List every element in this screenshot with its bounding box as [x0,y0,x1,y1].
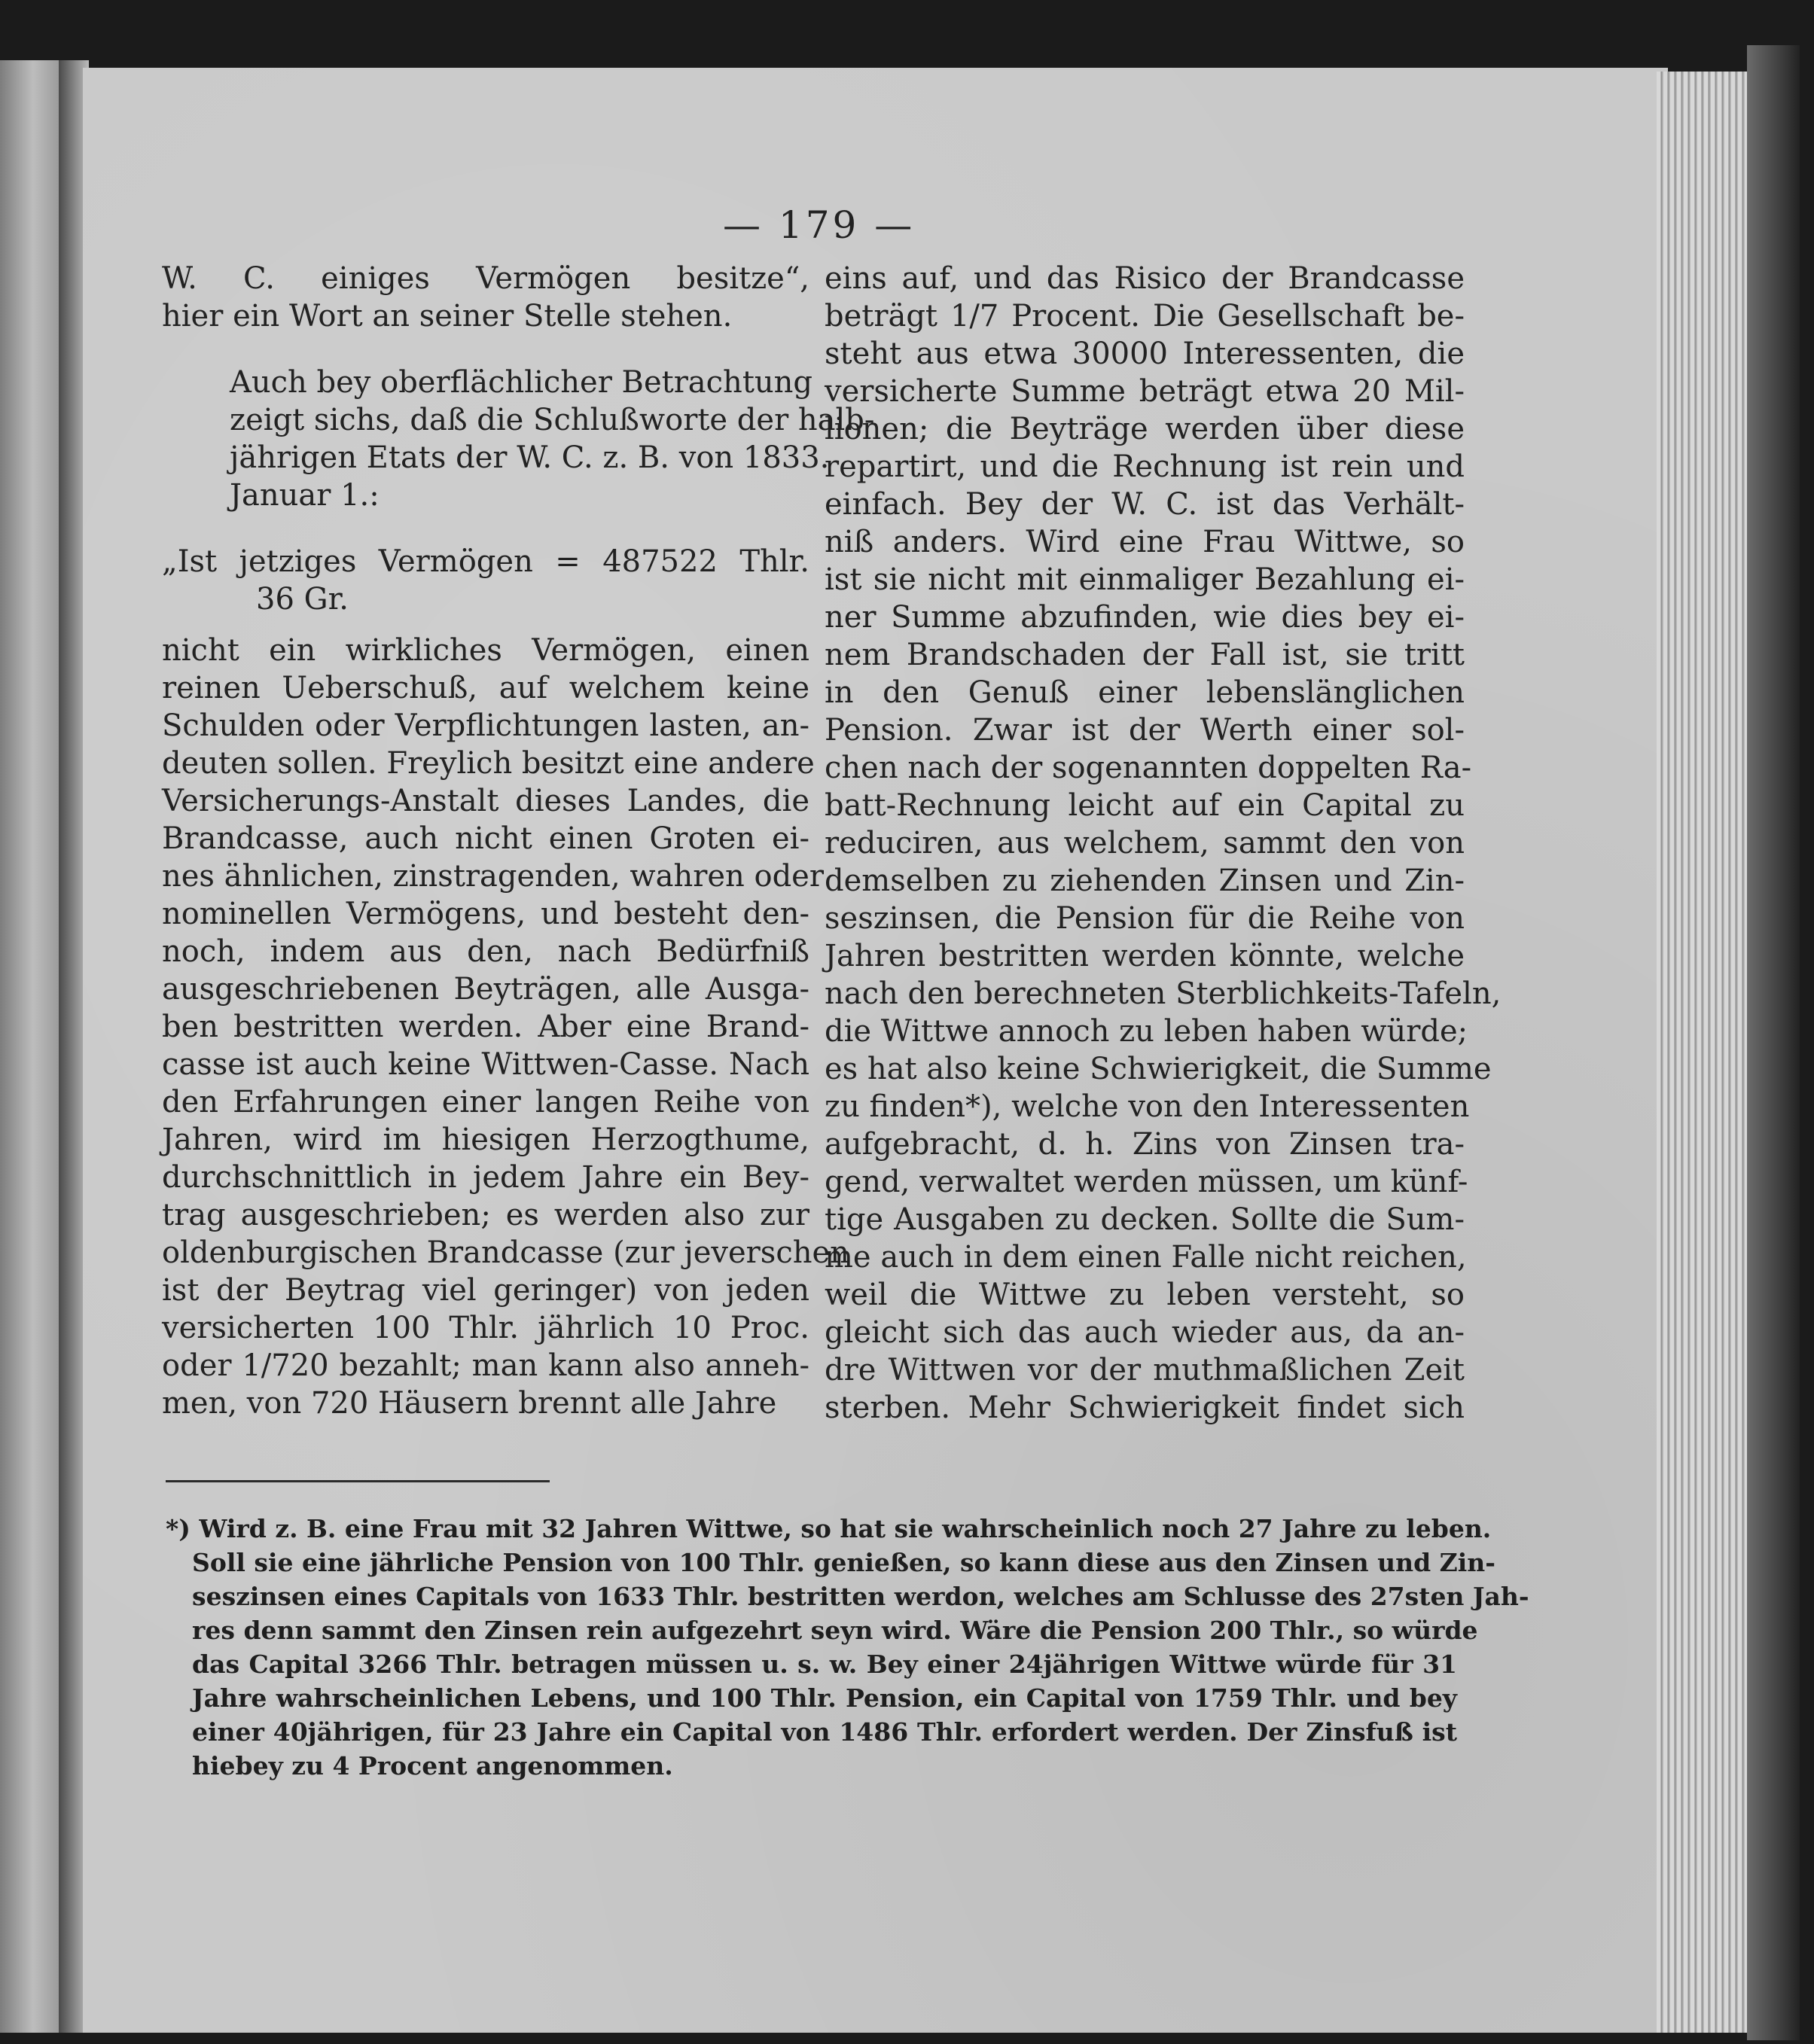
text-line: Pension. Zwar ist der Werth einer sol- [825,713,1465,748]
text-line: gleicht sich das auch wieder aus, da an- [825,1315,1465,1350]
footnote-separator [166,1480,550,1482]
text-line: versicherte Summe beträgt etwa 20 Mil- [825,374,1465,409]
page-stack-edges [1657,72,1755,2033]
text-line: sterben. Mehr Schwierigkeit findet sich [825,1391,1465,1425]
right-text-column [825,260,1502,1427]
text-line: hier ein Wort an seiner Stelle stehen. [162,299,733,334]
text-line: *) Wird z. B. eine Frau mit 32 Jahren Wittwe, so hat sie wahrscheinlich noch 27 Jahre zu leben. [166,1514,1492,1543]
text-line: reduciren, aus welchem, sammt den von [825,826,1465,861]
text-line: Jahre wahrscheinlichen Lebens, und 100 Thlr. Pension, ein Capital von 1759 Thlr. und bey [192,1683,1457,1713]
text-line: ist sie nicht mit einmaliger Bezahlung ei- [825,562,1465,597]
text-line: ist der Beytrag viel geringer) von jeden [162,1273,809,1308]
text-line: trag ausgeschrieben; es werden also zur [162,1198,809,1232]
text-line: oder 1/720 bezahlt; man kann also anneh- [162,1348,809,1383]
text-line: es hat also keine Schwierigkeit, die Summe [825,1052,1492,1086]
text-line: nicht ein wirkliches Vermögen, einen [162,633,809,668]
text-line: batt-Rechnung leicht auf ein Capital zu [825,788,1465,823]
text-line: noch, indem aus den, nach Bedürfniß [162,934,809,969]
paragraph [162,543,809,618]
text-line: durchschnittlich in jedem Jahre ein Bey- [162,1160,809,1195]
text-line: seszinsen eines Capitals von 1633 Thlr. bestritten werdon, welches am Schlusse des 27sten Jah- [192,1582,1529,1611]
text-line: zeigt sichs, daß die Schlußworte der halb- [230,403,875,437]
text-line: tige Ausgaben zu decken. Sollte die Sum- [825,1202,1465,1237]
text-line: casse ist auch keine Wittwen-Casse. Nach [162,1047,809,1082]
paragraph [825,260,1502,1427]
text-line: in den Genuß einer lebenslänglichen [825,675,1465,710]
book-cover-edge [1747,45,1800,2040]
text-line: hiebey zu 4 Procent angenommen. [192,1751,673,1781]
text-line: das Capital 3266 Thlr. betragen müssen u. s. w. Bey einer 24jährigen Wittwe würde für 31 [192,1650,1457,1679]
text-line: jährigen Etats der W. C. z. B. von 1833. [230,440,830,475]
paragraph [162,364,875,514]
text-line: repartirt, und die Rechnung ist rein und [825,449,1465,484]
text-line: weil die Wittwe zu leben versteht, so [825,1278,1465,1312]
text-line: dre Wittwen vor der muthmaßlichen Zeit [825,1353,1465,1388]
text-line: eins auf, und das Risico der Brandcasse [825,261,1465,296]
text-line: lionen; die Beyträge werden über diese [825,412,1465,446]
text-line: deuten sollen. Freylich besitzt eine andere [162,746,815,781]
text-line: W. C. einiges Vermögen besitze“, [162,261,809,296]
left-text-column [162,260,875,1422]
text-line: Januar 1.: [230,478,380,513]
text-line: versicherten 100 Thlr. jährlich 10 Proc. [162,1311,809,1345]
text-line: oldenburgischen Brandcasse (zur jeverschen [162,1235,849,1270]
paragraph [162,260,809,335]
text-line: einfach. Bey der W. C. ist das Verhält- [825,487,1465,522]
text-line: nach den berechneten Sterblichkeits-Tafeln, [825,976,1502,1011]
text-line: aufgebracht, d. h. Zins von Zinsen tra- [825,1127,1465,1162]
text-line: Jahren bestritten werden könnte, welche [825,939,1465,973]
text-line: einer 40jährigen, für 23 Jahre ein Capital von 1486 Thlr. erfordert werden. Der Zinsfuß ist [192,1717,1457,1747]
text-line: Auch bey oberflächlicher Betrachtung [230,365,813,400]
text-line: men, von 720 Häusern brennt alle Jahre [162,1386,777,1421]
text-line: ner Summe abzufinden, wie dies bey ei- [825,600,1465,635]
text-line: gend, verwaltet werden müssen, um künf- [825,1165,1468,1199]
text-line: beträgt 1/7 Procent. Die Gesellschaft be- [825,299,1465,334]
text-line: „Ist jetziges Vermögen = 487522 Thlr. [162,544,809,579]
text-line: Schulden oder Verpflichtungen lasten, an- [162,708,809,743]
text-line: niß anders. Wird eine Frau Wittwe, so [825,525,1465,559]
text-line: seszinsen, die Pension für die Reihe von [825,901,1465,936]
text-line: me auch in dem einen Falle nicht reichen, [825,1240,1467,1275]
text-line: Versicherungs-Anstalt dieses Landes, die [162,784,809,818]
footnote [166,1512,1529,1783]
text-line: 36 Gr. [256,582,349,617]
text-line: demselben zu ziehenden Zinsen und Zin- [825,864,1465,898]
text-line: ausgeschriebenen Beyträgen, alle Ausga- [162,972,809,1007]
text-line: nes ähnlichen, zinstragenden, wahren oder [162,859,824,894]
text-line: ben bestritten werden. Aber eine Brand- [162,1010,809,1044]
paragraph [162,632,849,1422]
text-line: den Erfahrungen einer langen Reihe von [162,1085,809,1119]
text-line: Jahren, wird im hiesigen Herzogthume, [162,1123,809,1157]
page-number: — 179 — [723,203,916,247]
text-line: res denn sammt den Zinsen rein aufgezehrt seyn wird. Wäre die Pension 200 Thlr., so würde [192,1616,1478,1645]
text-line: reinen Ueberschuß, auf welchem keine [162,671,809,705]
text-line: zu finden*), welche von den Interessenten [825,1089,1470,1124]
text-line: Soll sie eine jährliche Pension von 100 Thlr. genießen, so kann diese aus den Zinsen und Zin- [192,1548,1495,1577]
text-line: steht aus etwa 30000 Interessenten, die [825,337,1465,371]
text-line: chen nach der sogenannten doppelten Ra- [825,751,1472,785]
text-line: die Wittwe annoch zu leben haben würde; [825,1014,1468,1049]
text-line: nominellen Vermögens, und besteht den- [162,897,809,931]
text-line: Brandcasse, auch nicht einen Groten ei- [162,821,809,856]
text-line: nem Brandschaden der Fall ist, sie tritt [825,638,1465,672]
previous-page-edge [0,60,60,2033]
